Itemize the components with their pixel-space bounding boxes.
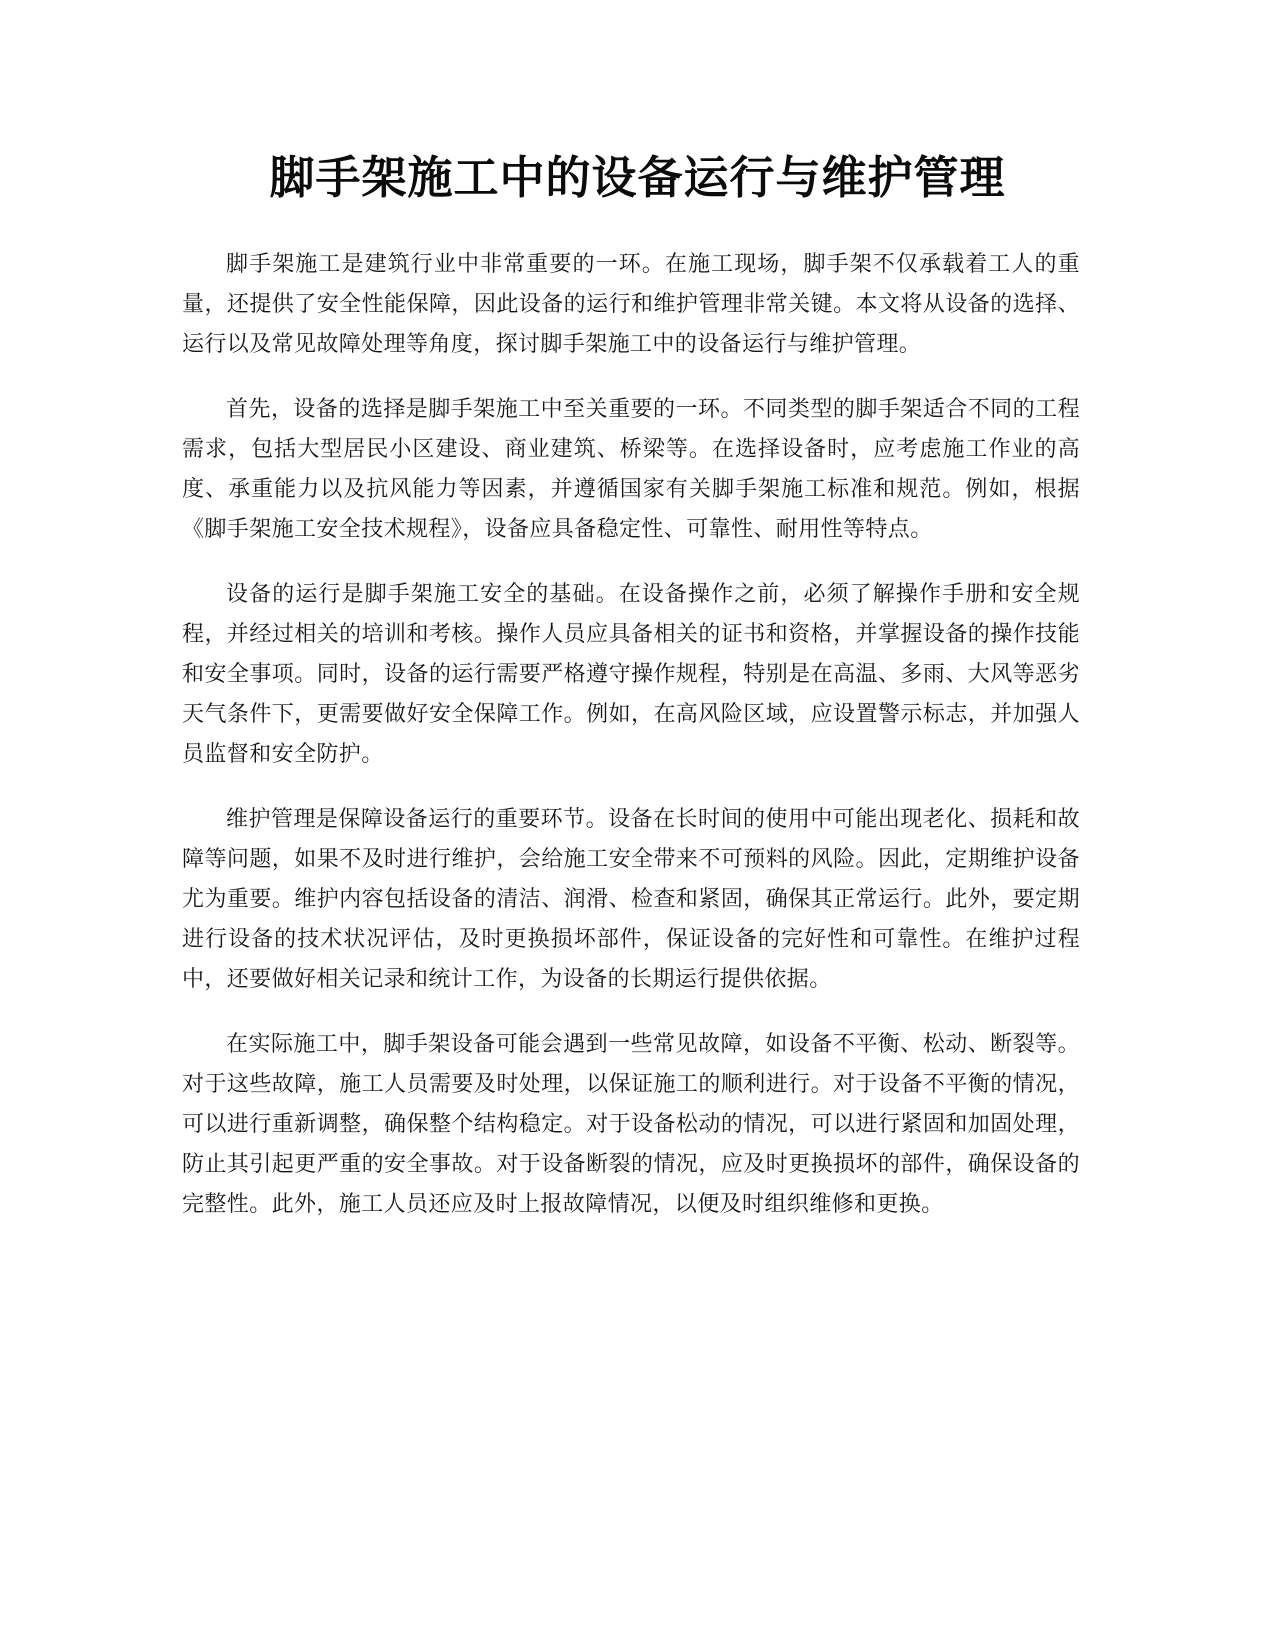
paragraph-maintenance-management: 维护管理是保障设备运行的重要环节。设备在长时间的使用中可能出现老化、损耗和故障等问题，如果不及时进行维护，会给施工安全带来不可预料的风险。因此，定期维护设备尤为重要。维护内容包括设备的清洁、润滑、检查和紧固，确保其正常运行。此外，要定期进行设备的技术状况评估，及时更换损坏部件，保证设备的完好性和可靠性。在维护过程中，还要做好相关记录和统计工作，为设备的长期运行提供依据。	[182, 807, 1080, 992]
paragraph-equipment-operation: 设备的运行是脚手架施工安全的基础。在设备操作之前，必须了解操作手册和安全规程，并经过相关的培训和考核。操作人员应具备相关的证书和资格，并掌握设备的操作技能和安全事项。同时，设备的运行需要严格遵守操作规程，特别是在高温、多雨、大风等恶劣天气条件下，更需要做好安全保障工作。例如，在高风险区域，应设置警示标志，并加强人员监督和安全防护。	[182, 582, 1080, 767]
paragraph-equipment-selection: 首先，设备的选择是脚手架施工中至关重要的一环。不同类型的脚手架适合不同的工程需求，包括大型居民小区建设、商业建筑、桥梁等。在选择设备时，应考虑施工作业的高度、承重能力以及抗风能力等因素，并遵循国家有关脚手架施工标准和规范。例如，根据《脚手架施工安全技术规程》，设备应具备稳定性、可靠性、耐用性等特点。	[182, 397, 1080, 542]
paragraph-intro: 脚手架施工是建筑行业中非常重要的一环。在施工现场，脚手架不仅承载着工人的重量，还提供了安全性能保障，因此设备的运行和维护管理非常关键。本文将从设备的选择、运行以及常见故障处理等角度，探讨脚手架施工中的设备运行与维护管理。	[182, 252, 1080, 357]
paragraph-fault-handling: 在实际施工中，脚手架设备可能会遇到一些常见故障，如设备不平衡、松动、断裂等。对于这些故障，施工人员需要及时处理，以保证施工的顺利进行。对于设备不平衡的情况，可以进行重新调整，确保整个结构稳定。对于设备松动的情况，可以进行紧固和加固处理，防止其引起更严重的安全事故。对于设备断裂的情况，应及时更换损坏的部件，确保设备的完整性。此外，施工人员还应及时上报故障情况，以便及时组织维修和更换。	[182, 1032, 1080, 1217]
document-body	[182, 245, 1080, 1250]
document-title: 脚手架施工中的设备运行与维护管理	[269, 151, 1006, 204]
